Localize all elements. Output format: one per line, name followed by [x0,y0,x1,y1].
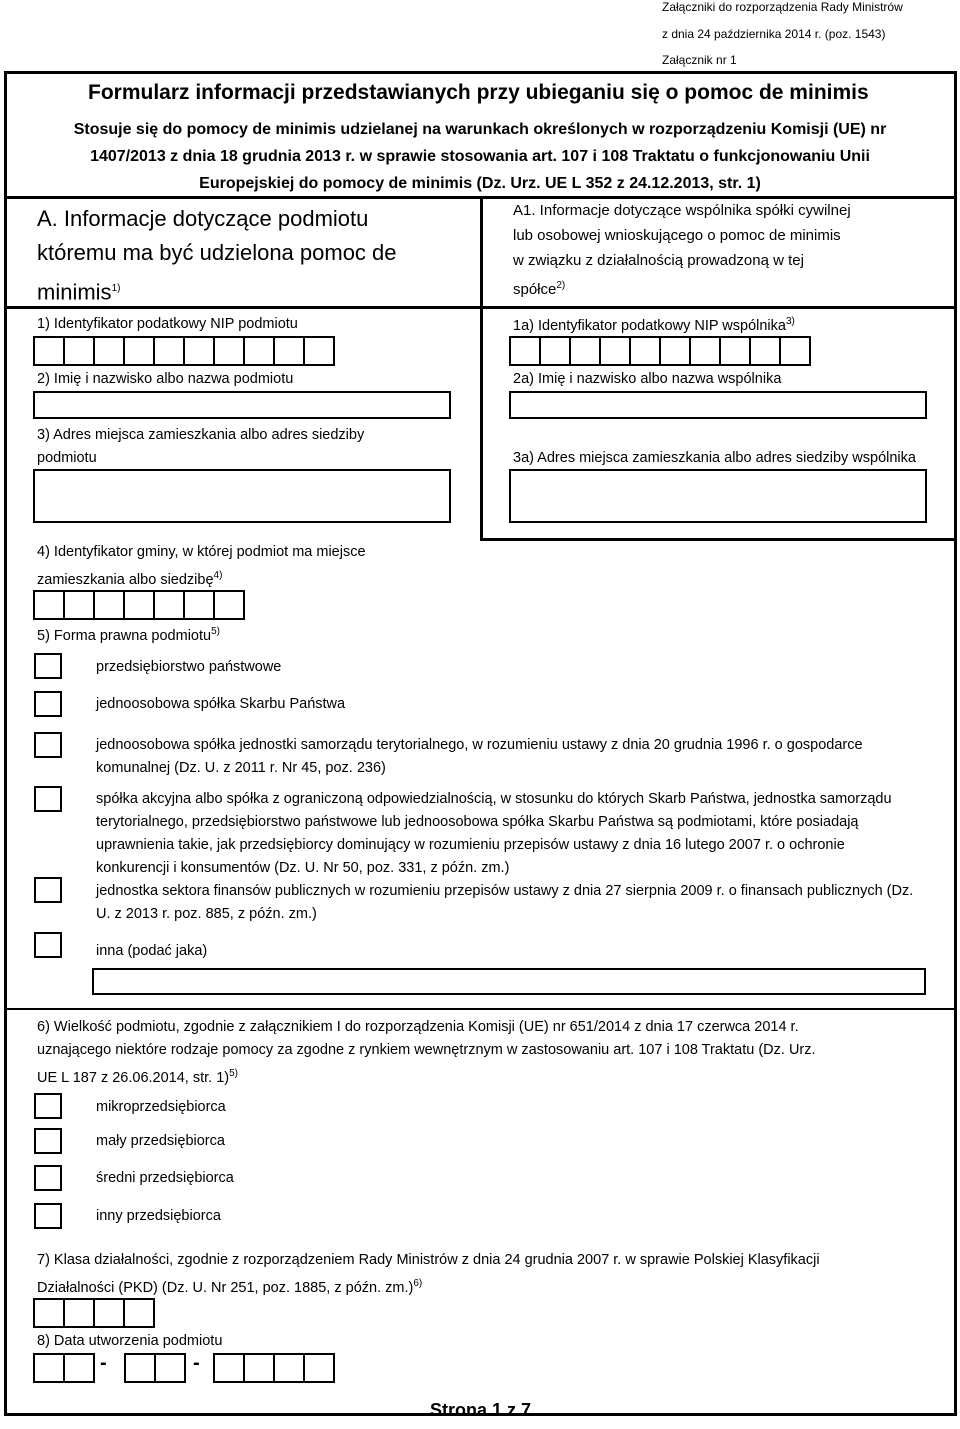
header-line-3: Załącznik nr 1 [662,53,737,67]
header-line-2: z dnia 24 października 2014 r. (poz. 1543) [662,27,886,41]
partner-name-input[interactable] [509,391,927,419]
partner-nip-cell[interactable] [691,336,721,366]
nip-input[interactable] [33,336,335,366]
date-separator: - [193,1352,200,1374]
municipality-cell[interactable] [125,590,155,620]
partner-nip-cell[interactable] [781,336,811,366]
legal-form-checkbox[interactable] [34,877,62,903]
name-input[interactable] [33,391,451,419]
address-input[interactable] [33,469,451,523]
legal-form-checkbox[interactable] [34,932,62,958]
municipality-cell[interactable] [95,590,125,620]
pkd-input[interactable] [33,1298,155,1328]
date-cell[interactable] [213,1353,245,1383]
legal-form-option: jednoosobowa spółka jednostki samorządu terytorialnego, w rozumieniu ustawy z dnia 20 grudnia 1996 r. o gospodarce komunalnej (Dz. U. z 2011 r. Nr 45, poz. 236) [96,737,863,776]
nip-cell[interactable] [155,336,185,366]
section-a-title: A. Informacje dotyczące podmiotu któremu ma być udzielona pomoc de minimis$^{1)}$ [37,206,397,305]
date-day-input[interactable] [33,1353,95,1383]
legal-form-checkbox[interactable] [34,732,62,758]
field-8-label: 8) Data utworzenia podmiotu [37,1333,223,1349]
date-cell[interactable] [33,1353,65,1383]
legal-form-checkbox[interactable] [34,786,62,812]
nip-cell[interactable] [65,336,95,366]
field-2-label: 2) Imię i nazwisko albo nazwa podmiotu [37,371,294,387]
legal-form-option: jednoosobowa spółka Skarbu Państwa [96,696,346,712]
nip-cell[interactable] [215,336,245,366]
other-legal-form-input[interactable] [92,968,926,995]
size-option: inny przedsiębiorca [96,1208,221,1224]
legal-form-checkbox[interactable] [34,653,62,679]
nip-cell[interactable] [245,336,275,366]
field-1a-label: 1a) Identyfikator podatkowy NIP wspólnika$^{3)}$ [513,316,795,334]
pkd-cell[interactable] [65,1298,95,1328]
section-a1-divider [480,306,957,309]
date-separator: - [100,1352,107,1374]
page-number: Strona 1 z 7 [430,1400,532,1420]
field-5-label: 5) Forma prawna podmiotu$^{5)}$ [37,626,220,644]
legal-form-option: przedsiębiorstwo państwowe [96,659,282,675]
size-checkbox[interactable] [34,1165,62,1191]
date-cell[interactable] [156,1353,186,1383]
section-a-divider [4,306,480,309]
field-3-label: 3) Adres miejsca zamieszkania albo adres siedziby podmiotu [37,427,365,466]
size-option: mały przedsiębiorca [96,1133,225,1149]
partner-nip-cell[interactable] [541,336,571,366]
partner-nip-cell[interactable] [509,336,541,366]
nip-cell[interactable] [185,336,215,366]
partner-address-input[interactable] [509,469,927,523]
form-subtitle-1: Stosuje się do pomocy de minimis udzielanej na warunkach określonych w rozporządzeniu Komisji (UE) nr [73,121,887,138]
field-4-label: 4) Identyfikator gminy, w której podmiot ma miejsce zamieszkania albo siedzibę$^{4)}$ [37,544,366,588]
municipality-cell[interactable] [65,590,95,620]
field-3a-label: 3a) Adres miejsca zamieszkania albo adres siedziby wspólnika [513,450,916,466]
partner-nip-cell[interactable] [721,336,751,366]
size-checkbox[interactable] [34,1093,62,1119]
date-cell[interactable] [124,1353,156,1383]
pkd-cell[interactable] [125,1298,155,1328]
date-month-input[interactable] [124,1353,186,1383]
date-year-input[interactable] [213,1353,335,1383]
date-cell[interactable] [65,1353,95,1383]
municipality-cell[interactable] [155,590,185,620]
field-6-label: 6) Wielkość podmiotu, zgodnie z załącznikiem I do rozporządzenia Komisji (UE) nr 651/2014 z dnia 17 czerwca 2014 r. uznającego niektóre rodzaje pomocy za zgodne z rynkiem wewnętrznym w zastosowaniu art. 107 i 108 Traktatu (Dz. Urz. UE L 187 z 26.06.2014, str. 1)$^{5)}$ [37,1019,816,1086]
form-subtitle-2: 1407/2013 z dnia 18 grudnia 2013 r. w sprawie stosowania art. 107 i 108 Traktatu o funkcjonowaniu Unii [90,148,870,165]
nip-cell[interactable] [305,336,335,366]
partner-nip-cell[interactable] [601,336,631,366]
field-1-label: 1) Identyfikator podatkowy NIP podmiotu [37,316,298,332]
partner-nip-cell[interactable] [571,336,601,366]
size-checkbox[interactable] [34,1203,62,1229]
form-subtitle-3: Europejskiej do pomocy de minimis (Dz. Urz. UE L 352 z 24.12.2013, str. 1) [199,175,761,192]
legal-form-checkbox[interactable] [34,691,62,717]
partner-nip-input[interactable] [509,336,811,366]
partner-nip-cell[interactable] [751,336,781,366]
nip-cell[interactable] [95,336,125,366]
field-7-label: 7) Klasa działalności, zgodnie z rozporządzeniem Rady Ministrów z dnia 24 grudnia 2007 r. w sprawie Polskiej Klasyfikacji Działalności (PKD) (Dz. U. Nr 251, poz. 1885, z późn. zm.)$^{6)}$ [37,1252,820,1296]
form-title: Formularz informacji przedstawianych przy ubieganiu się o pomoc de minimis [88,81,869,104]
header-line-1: Załączniki do rozporządzenia Rady Ministrów [662,0,903,14]
field-2a-label: 2a) Imię i nazwisko albo nazwa wspólnika [513,371,782,387]
size-option: średni przedsiębiorca [96,1170,234,1186]
legal-form-option: inna (podać jaka) [96,943,208,959]
nip-cell[interactable] [275,336,305,366]
date-cell[interactable] [305,1353,335,1383]
partner-nip-cell[interactable] [661,336,691,366]
pkd-cell[interactable] [95,1298,125,1328]
legal-form-option: jednostka sektora finansów publicznych w rozumieniu przepisów ustawy z dnia 27 sierpnia 2009 r. o finansach publicznych (Dz. U. z 2013 r. poz. 885, z późn. zm.) [96,883,914,922]
municipality-id-input[interactable] [33,590,245,620]
size-checkbox[interactable] [34,1128,62,1154]
municipality-cell[interactable] [215,590,245,620]
partner-nip-cell[interactable] [631,336,661,366]
legal-form-option: spółka akcyjna albo spółka z ograniczoną odpowiedzialnością, w stosunku do których Skarb Państwa, jednostka samorządu terytorialnego, przedsiębiorstwo państwowe lub jednoosobowa spółka Skarbu Państwa są podmiotami, które posiadają uprawnienia takie, jak przedsiębiorcy dominujący w rozumieniu przepisów ustawy z dnia 16 lutego 2007 r. o ochronie konkurencji i konsumentów (Dz. U. Nr 50, poz. 331, z późn. zm.) [96,791,892,876]
nip-cell[interactable] [125,336,155,366]
municipality-cell[interactable] [33,590,65,620]
municipality-cell[interactable] [185,590,215,620]
date-cell[interactable] [245,1353,275,1383]
size-option: mikroprzedsiębiorca [96,1099,226,1115]
section-a1-title: A1. Informacje dotyczące wspólnika spółki cywilnej lub osobowej wnioskującego o pomoc de minimis w związku z działalnością prowadzoną w tej spółce$^{2)}$ [513,202,851,298]
section-divider [4,1008,957,1010]
nip-cell[interactable] [33,336,65,366]
pkd-cell[interactable] [33,1298,65,1328]
date-cell[interactable] [275,1353,305,1383]
